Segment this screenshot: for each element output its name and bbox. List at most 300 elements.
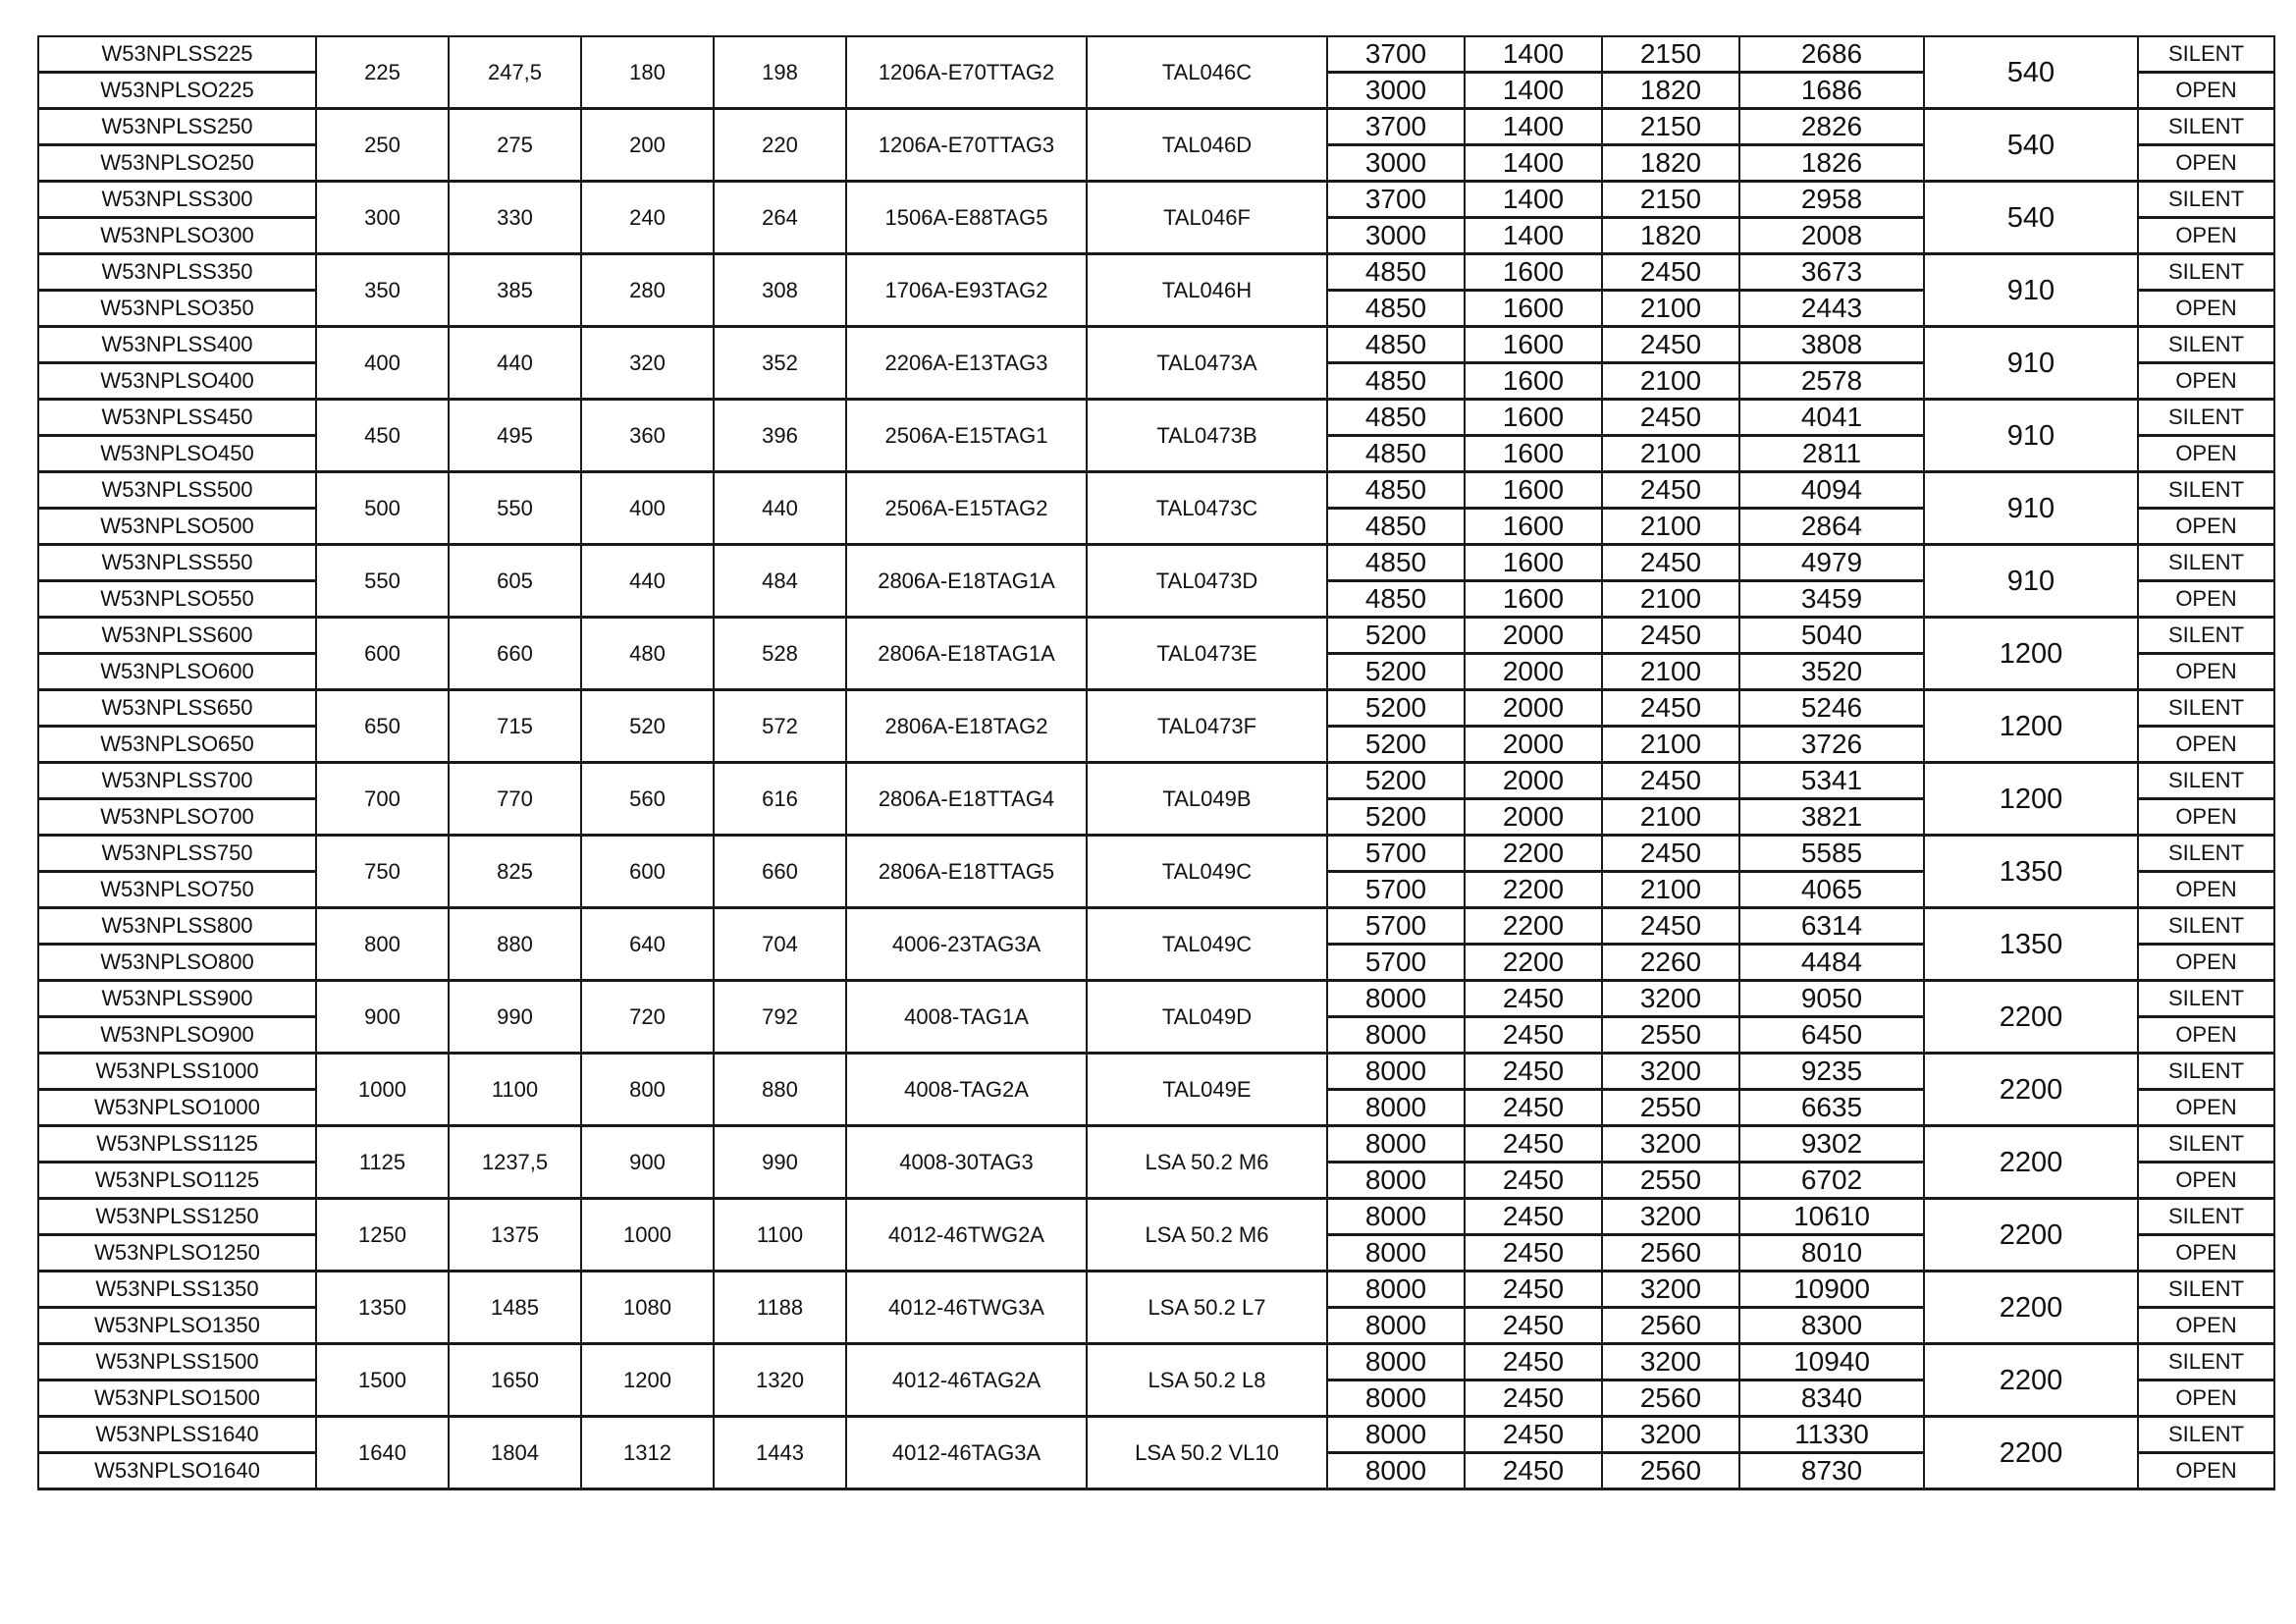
silent-length: 4850 xyxy=(1327,545,1465,581)
open-length: 8000 xyxy=(1327,1380,1465,1417)
prime-power-kva: 800 xyxy=(316,908,449,981)
fuel-tank-capacity: 2200 xyxy=(1924,981,2138,1054)
model-code-silent: W53NPLSS450 xyxy=(38,400,316,436)
silent-height: 2150 xyxy=(1602,182,1739,218)
model-code-silent: W53NPLSS650 xyxy=(38,690,316,727)
silent-width: 1600 xyxy=(1465,545,1602,581)
open-height: 2550 xyxy=(1602,1090,1739,1126)
fuel-tank-capacity: 910 xyxy=(1924,254,2138,327)
type-label-silent: SILENT xyxy=(2138,400,2274,436)
engine-model: 4006-23TAG3A xyxy=(846,908,1087,981)
silent-weight: 6314 xyxy=(1739,908,1924,945)
engine-model: 4008-TAG1A xyxy=(846,981,1087,1054)
alternator-model: LSA 50.2 M6 xyxy=(1087,1126,1327,1199)
prime-power-kva: 750 xyxy=(316,836,449,908)
table-row-silent xyxy=(38,545,2274,581)
fuel-tank-capacity: 1200 xyxy=(1924,763,2138,836)
type-label-silent: SILENT xyxy=(2138,1272,2274,1308)
open-height: 2560 xyxy=(1602,1308,1739,1344)
prime-power-kw: 480 xyxy=(581,618,714,690)
alternator-model: TAL046D xyxy=(1087,109,1327,182)
alternator-model: TAL049E xyxy=(1087,1054,1327,1126)
fuel-tank-capacity: 1200 xyxy=(1924,690,2138,763)
silent-length: 8000 xyxy=(1327,1417,1465,1453)
fuel-tank-capacity: 910 xyxy=(1924,472,2138,545)
silent-length: 4850 xyxy=(1327,254,1465,291)
model-code-open: W53NPLSO700 xyxy=(38,799,316,836)
open-length: 4850 xyxy=(1327,509,1465,545)
open-length: 3000 xyxy=(1327,145,1465,182)
alternator-model: TAL0473D xyxy=(1087,545,1327,618)
engine-model: 4012-46TWG2A xyxy=(846,1199,1087,1272)
silent-length: 5700 xyxy=(1327,836,1465,872)
open-height: 2100 xyxy=(1602,436,1739,472)
silent-height: 2150 xyxy=(1602,36,1739,73)
silent-width: 2450 xyxy=(1465,1417,1602,1453)
open-weight: 6635 xyxy=(1739,1090,1924,1126)
standby-power-kva: 550 xyxy=(449,472,581,545)
engine-model: 4012-46TAG3A xyxy=(846,1417,1087,1489)
prime-power-kva: 550 xyxy=(316,545,449,618)
open-length: 4850 xyxy=(1327,436,1465,472)
prime-power-kva: 500 xyxy=(316,472,449,545)
model-group xyxy=(38,109,2274,182)
standby-power-kw: 198 xyxy=(714,36,846,109)
alternator-model: TAL0473C xyxy=(1087,472,1327,545)
open-width: 2450 xyxy=(1465,1017,1602,1054)
standby-power-kva: 1804 xyxy=(449,1417,581,1489)
prime-power-kva: 600 xyxy=(316,618,449,690)
table-row-silent xyxy=(38,981,2274,1017)
type-label-open: OPEN xyxy=(2138,73,2274,109)
model-group xyxy=(38,618,2274,690)
open-weight: 2578 xyxy=(1739,363,1924,400)
fuel-tank-capacity: 2200 xyxy=(1924,1126,2138,1199)
standby-power-kva: 715 xyxy=(449,690,581,763)
model-code-silent: W53NPLSS350 xyxy=(38,254,316,291)
fuel-tank-capacity: 2200 xyxy=(1924,1054,2138,1126)
open-height: 2560 xyxy=(1602,1235,1739,1272)
open-height: 2100 xyxy=(1602,799,1739,836)
table-row-silent xyxy=(38,1272,2274,1308)
prime-power-kva: 700 xyxy=(316,763,449,836)
open-height: 2560 xyxy=(1602,1380,1739,1417)
open-weight: 8340 xyxy=(1739,1380,1924,1417)
model-code-silent: W53NPLSS750 xyxy=(38,836,316,872)
silent-length: 3700 xyxy=(1327,109,1465,145)
standby-power-kva: 880 xyxy=(449,908,581,981)
open-width: 1600 xyxy=(1465,291,1602,327)
open-length: 8000 xyxy=(1327,1090,1465,1126)
standby-power-kw: 616 xyxy=(714,763,846,836)
standby-power-kva: 1485 xyxy=(449,1272,581,1344)
table-row-silent xyxy=(38,1199,2274,1235)
model-group xyxy=(38,836,2274,908)
silent-weight: 11330 xyxy=(1739,1417,1924,1453)
alternator-model: TAL0473B xyxy=(1087,400,1327,472)
silent-weight: 5341 xyxy=(1739,763,1924,799)
model-code-open: W53NPLSO300 xyxy=(38,218,316,254)
prime-power-kw: 640 xyxy=(581,908,714,981)
silent-length: 8000 xyxy=(1327,981,1465,1017)
silent-weight: 2958 xyxy=(1739,182,1924,218)
table-row-silent xyxy=(38,908,2274,945)
fuel-tank-capacity: 910 xyxy=(1924,400,2138,472)
open-width: 2450 xyxy=(1465,1090,1602,1126)
open-width: 1400 xyxy=(1465,218,1602,254)
standby-power-kw: 1188 xyxy=(714,1272,846,1344)
model-code-silent: W53NPLSS800 xyxy=(38,908,316,945)
open-height: 2100 xyxy=(1602,291,1739,327)
silent-length: 8000 xyxy=(1327,1199,1465,1235)
prime-power-kva: 1250 xyxy=(316,1199,449,1272)
silent-length: 5200 xyxy=(1327,618,1465,654)
silent-weight: 9302 xyxy=(1739,1126,1924,1163)
standby-power-kva: 330 xyxy=(449,182,581,254)
type-label-open: OPEN xyxy=(2138,654,2274,690)
model-code-silent: W53NPLSS225 xyxy=(38,36,316,73)
prime-power-kva: 1000 xyxy=(316,1054,449,1126)
model-group xyxy=(38,763,2274,836)
standby-power-kw: 792 xyxy=(714,981,846,1054)
engine-model: 2806A-E18TAG1A xyxy=(846,545,1087,618)
open-height: 2100 xyxy=(1602,581,1739,618)
open-width: 1600 xyxy=(1465,363,1602,400)
silent-height: 3200 xyxy=(1602,1199,1739,1235)
type-label-open: OPEN xyxy=(2138,1453,2274,1489)
prime-power-kw: 200 xyxy=(581,109,714,182)
model-group xyxy=(38,400,2274,472)
silent-weight: 5040 xyxy=(1739,618,1924,654)
engine-model: 2506A-E15TAG1 xyxy=(846,400,1087,472)
model-group xyxy=(38,472,2274,545)
model-group xyxy=(38,1199,2274,1272)
open-weight: 1826 xyxy=(1739,145,1924,182)
open-width: 1600 xyxy=(1465,509,1602,545)
engine-model: 4012-46TWG3A xyxy=(846,1272,1087,1344)
standby-power-kva: 440 xyxy=(449,327,581,400)
model-code-open: W53NPLSO800 xyxy=(38,945,316,981)
silent-weight: 5246 xyxy=(1739,690,1924,727)
open-length: 8000 xyxy=(1327,1163,1465,1199)
model-code-open: W53NPLSO900 xyxy=(38,1017,316,1054)
model-code-open: W53NPLSO1500 xyxy=(38,1380,316,1417)
open-width: 2000 xyxy=(1465,727,1602,763)
open-height: 1820 xyxy=(1602,218,1739,254)
alternator-model: TAL049C xyxy=(1087,836,1327,908)
standby-power-kva: 660 xyxy=(449,618,581,690)
open-height: 2550 xyxy=(1602,1017,1739,1054)
type-label-silent: SILENT xyxy=(2138,981,2274,1017)
silent-width: 2450 xyxy=(1465,981,1602,1017)
fuel-tank-capacity: 910 xyxy=(1924,545,2138,618)
type-label-silent: SILENT xyxy=(2138,908,2274,945)
model-group xyxy=(38,1054,2274,1126)
type-label-silent: SILENT xyxy=(2138,472,2274,509)
standby-power-kva: 770 xyxy=(449,763,581,836)
open-length: 5200 xyxy=(1327,654,1465,690)
prime-power-kw: 720 xyxy=(581,981,714,1054)
fuel-tank-capacity: 1350 xyxy=(1924,908,2138,981)
engine-model: 2206A-E13TAG3 xyxy=(846,327,1087,400)
silent-width: 1600 xyxy=(1465,327,1602,363)
open-height: 1820 xyxy=(1602,145,1739,182)
prime-power-kw: 280 xyxy=(581,254,714,327)
standby-power-kw: 1100 xyxy=(714,1199,846,1272)
fuel-tank-capacity: 540 xyxy=(1924,182,2138,254)
model-code-open: W53NPLSO400 xyxy=(38,363,316,400)
prime-power-kw: 1080 xyxy=(581,1272,714,1344)
table-row-silent xyxy=(38,400,2274,436)
open-width: 2000 xyxy=(1465,654,1602,690)
prime-power-kw: 400 xyxy=(581,472,714,545)
model-group xyxy=(38,545,2274,618)
model-group xyxy=(38,1344,2274,1417)
model-code-silent: W53NPLSS1250 xyxy=(38,1199,316,1235)
prime-power-kva: 450 xyxy=(316,400,449,472)
open-weight: 4065 xyxy=(1739,872,1924,908)
silent-width: 2450 xyxy=(1465,1344,1602,1380)
open-weight: 3459 xyxy=(1739,581,1924,618)
silent-weight: 2826 xyxy=(1739,109,1924,145)
type-label-open: OPEN xyxy=(2138,145,2274,182)
silent-width: 2200 xyxy=(1465,836,1602,872)
alternator-model: LSA 50.2 L8 xyxy=(1087,1344,1327,1417)
open-weight: 2811 xyxy=(1739,436,1924,472)
engine-model: 1206A-E70TTAG3 xyxy=(846,109,1087,182)
open-length: 4850 xyxy=(1327,291,1465,327)
open-width: 1400 xyxy=(1465,145,1602,182)
type-label-silent: SILENT xyxy=(2138,254,2274,291)
alternator-model: TAL049B xyxy=(1087,763,1327,836)
table-row-silent xyxy=(38,1344,2274,1380)
standby-power-kw: 440 xyxy=(714,472,846,545)
open-height: 1820 xyxy=(1602,73,1739,109)
model-code-silent: W53NPLSS1000 xyxy=(38,1054,316,1090)
model-code-open: W53NPLSO500 xyxy=(38,509,316,545)
model-group xyxy=(38,981,2274,1054)
prime-power-kva: 650 xyxy=(316,690,449,763)
silent-width: 2200 xyxy=(1465,908,1602,945)
prime-power-kw: 520 xyxy=(581,690,714,763)
silent-width: 1600 xyxy=(1465,472,1602,509)
model-code-open: W53NPLSO550 xyxy=(38,581,316,618)
silent-weight: 3673 xyxy=(1739,254,1924,291)
fuel-tank-capacity: 2200 xyxy=(1924,1272,2138,1344)
type-label-silent: SILENT xyxy=(2138,327,2274,363)
open-length: 4850 xyxy=(1327,363,1465,400)
type-label-open: OPEN xyxy=(2138,1380,2274,1417)
silent-weight: 4094 xyxy=(1739,472,1924,509)
open-length: 8000 xyxy=(1327,1308,1465,1344)
prime-power-kw: 440 xyxy=(581,545,714,618)
open-height: 2100 xyxy=(1602,363,1739,400)
engine-model: 1706A-E93TAG2 xyxy=(846,254,1087,327)
standby-power-kw: 990 xyxy=(714,1126,846,1199)
standby-power-kw: 1443 xyxy=(714,1417,846,1489)
silent-height: 2450 xyxy=(1602,472,1739,509)
silent-height: 2450 xyxy=(1602,763,1739,799)
silent-height: 2150 xyxy=(1602,109,1739,145)
standby-power-kw: 528 xyxy=(714,618,846,690)
engine-model: 2806A-E18TTAG5 xyxy=(846,836,1087,908)
model-code-silent: W53NPLSS500 xyxy=(38,472,316,509)
prime-power-kw: 360 xyxy=(581,400,714,472)
standby-power-kw: 1320 xyxy=(714,1344,846,1417)
model-group xyxy=(38,36,2274,109)
open-weight: 2864 xyxy=(1739,509,1924,545)
silent-length: 3700 xyxy=(1327,182,1465,218)
model-code-open: W53NPLSO650 xyxy=(38,727,316,763)
engine-model: 2506A-E15TAG2 xyxy=(846,472,1087,545)
type-label-open: OPEN xyxy=(2138,363,2274,400)
table-row-silent xyxy=(38,254,2274,291)
open-width: 2450 xyxy=(1465,1453,1602,1489)
table-row-silent xyxy=(38,327,2274,363)
type-label-open: OPEN xyxy=(2138,1163,2274,1199)
standby-power-kva: 1375 xyxy=(449,1199,581,1272)
model-code-open: W53NPLSO1250 xyxy=(38,1235,316,1272)
silent-width: 2450 xyxy=(1465,1272,1602,1308)
open-length: 4850 xyxy=(1327,581,1465,618)
model-code-silent: W53NPLSS400 xyxy=(38,327,316,363)
open-weight: 8730 xyxy=(1739,1453,1924,1489)
silent-length: 8000 xyxy=(1327,1054,1465,1090)
standby-power-kw: 308 xyxy=(714,254,846,327)
open-weight: 3520 xyxy=(1739,654,1924,690)
type-label-silent: SILENT xyxy=(2138,618,2274,654)
table-row-silent xyxy=(38,1054,2274,1090)
silent-height: 3200 xyxy=(1602,1417,1739,1453)
type-label-silent: SILENT xyxy=(2138,763,2274,799)
type-label-silent: SILENT xyxy=(2138,36,2274,73)
silent-width: 1400 xyxy=(1465,109,1602,145)
silent-length: 8000 xyxy=(1327,1126,1465,1163)
prime-power-kva: 1500 xyxy=(316,1344,449,1417)
engine-model: 2806A-E18TTAG4 xyxy=(846,763,1087,836)
silent-width: 1600 xyxy=(1465,400,1602,436)
fuel-tank-capacity: 2200 xyxy=(1924,1344,2138,1417)
silent-height: 3200 xyxy=(1602,1126,1739,1163)
silent-weight: 4979 xyxy=(1739,545,1924,581)
model-code-silent: W53NPLSS550 xyxy=(38,545,316,581)
open-length: 5700 xyxy=(1327,945,1465,981)
type-label-open: OPEN xyxy=(2138,581,2274,618)
silent-width: 2450 xyxy=(1465,1126,1602,1163)
silent-height: 2450 xyxy=(1602,618,1739,654)
table-row-silent xyxy=(38,36,2274,73)
type-label-open: OPEN xyxy=(2138,1235,2274,1272)
silent-height: 2450 xyxy=(1602,327,1739,363)
open-width: 2200 xyxy=(1465,945,1602,981)
silent-length: 5200 xyxy=(1327,690,1465,727)
fuel-tank-capacity: 540 xyxy=(1924,36,2138,109)
silent-weight: 4041 xyxy=(1739,400,1924,436)
engine-model: 1206A-E70TTAG2 xyxy=(846,36,1087,109)
silent-weight: 9235 xyxy=(1739,1054,1924,1090)
silent-length: 4850 xyxy=(1327,472,1465,509)
open-length: 5700 xyxy=(1327,872,1465,908)
prime-power-kva: 350 xyxy=(316,254,449,327)
open-width: 2450 xyxy=(1465,1308,1602,1344)
model-group xyxy=(38,908,2274,981)
table-row-silent xyxy=(38,763,2274,799)
standby-power-kva: 1100 xyxy=(449,1054,581,1126)
silent-length: 4850 xyxy=(1327,327,1465,363)
alternator-model: TAL046F xyxy=(1087,182,1327,254)
fuel-tank-capacity: 910 xyxy=(1924,327,2138,400)
generator-spec-table xyxy=(37,35,2275,1490)
silent-height: 3200 xyxy=(1602,1272,1739,1308)
silent-length: 4850 xyxy=(1327,400,1465,436)
table-row-silent xyxy=(38,836,2274,872)
prime-power-kva: 1640 xyxy=(316,1417,449,1489)
alternator-model: TAL0473F xyxy=(1087,690,1327,763)
engine-model: 1506A-E88TAG5 xyxy=(846,182,1087,254)
prime-power-kw: 1312 xyxy=(581,1417,714,1489)
silent-height: 2450 xyxy=(1602,836,1739,872)
standby-power-kva: 605 xyxy=(449,545,581,618)
open-width: 2450 xyxy=(1465,1380,1602,1417)
model-code-open: W53NPLSO600 xyxy=(38,654,316,690)
fuel-tank-capacity: 1350 xyxy=(1924,836,2138,908)
open-height: 2550 xyxy=(1602,1163,1739,1199)
standby-power-kw: 396 xyxy=(714,400,846,472)
model-group xyxy=(38,1126,2274,1199)
model-code-open: W53NPLSO1350 xyxy=(38,1308,316,1344)
prime-power-kw: 900 xyxy=(581,1126,714,1199)
open-length: 3000 xyxy=(1327,218,1465,254)
open-length: 8000 xyxy=(1327,1453,1465,1489)
type-label-open: OPEN xyxy=(2138,509,2274,545)
silent-width: 1400 xyxy=(1465,182,1602,218)
engine-model: 4008-30TAG3 xyxy=(846,1126,1087,1199)
standby-power-kw: 572 xyxy=(714,690,846,763)
prime-power-kva: 300 xyxy=(316,182,449,254)
table-row-silent xyxy=(38,1126,2274,1163)
model-code-silent: W53NPLSS600 xyxy=(38,618,316,654)
silent-weight: 10610 xyxy=(1739,1199,1924,1235)
model-code-silent: W53NPLSS300 xyxy=(38,182,316,218)
model-code-silent: W53NPLSS1350 xyxy=(38,1272,316,1308)
silent-height: 2450 xyxy=(1602,400,1739,436)
type-label-silent: SILENT xyxy=(2138,109,2274,145)
open-height: 2100 xyxy=(1602,727,1739,763)
model-code-silent: W53NPLSS250 xyxy=(38,109,316,145)
prime-power-kva: 400 xyxy=(316,327,449,400)
alternator-model: TAL049D xyxy=(1087,981,1327,1054)
type-label-silent: SILENT xyxy=(2138,1054,2274,1090)
silent-width: 2450 xyxy=(1465,1199,1602,1235)
open-height: 2260 xyxy=(1602,945,1739,981)
alternator-model: TAL049C xyxy=(1087,908,1327,981)
open-height: 2100 xyxy=(1602,654,1739,690)
model-code-open: W53NPLSO1000 xyxy=(38,1090,316,1126)
standby-power-kva: 247,5 xyxy=(449,36,581,109)
type-label-silent: SILENT xyxy=(2138,1126,2274,1163)
open-weight: 3821 xyxy=(1739,799,1924,836)
type-label-open: OPEN xyxy=(2138,436,2274,472)
model-code-open: W53NPLSO450 xyxy=(38,436,316,472)
silent-width: 2000 xyxy=(1465,763,1602,799)
silent-width: 1600 xyxy=(1465,254,1602,291)
standby-power-kw: 264 xyxy=(714,182,846,254)
model-group xyxy=(38,1272,2274,1344)
type-label-silent: SILENT xyxy=(2138,1199,2274,1235)
open-weight: 2008 xyxy=(1739,218,1924,254)
type-label-silent: SILENT xyxy=(2138,836,2274,872)
prime-power-kva: 1125 xyxy=(316,1126,449,1199)
